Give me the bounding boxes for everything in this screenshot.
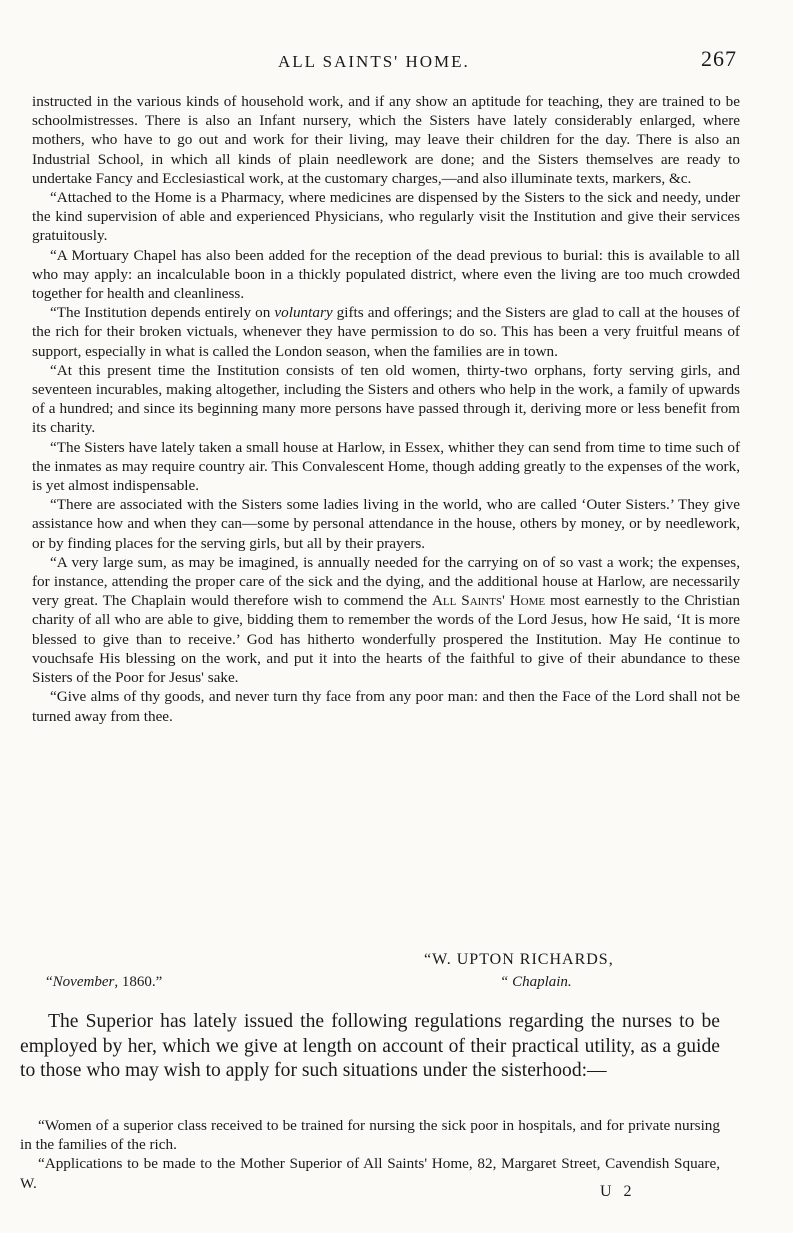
regulation-item: “Women of a superior class received to be trained for nursing the sick poor in hospitals, and for private nursing in the families of the rich.: [20, 1117, 720, 1154]
paragraph-text: “The Institution depends entirely on: [50, 304, 275, 322]
letter-paragraph: [32, 553, 740, 687]
letter-paragraph: “The Sisters have lately taken a small house at Harlow, in Essex, whither they can send from time to time such of the inmates as may require country air. This Convalescent Home, though adding greatly to the expenses of the work, is yet almost indispensable.: [32, 438, 740, 495]
page-number: 267: [701, 46, 737, 71]
date-year: , 1860.”: [114, 974, 163, 990]
letter-paragraph: “Attached to the Home is a Pharmacy, where medicines are dispensed by the Sisters to the sick and needy, under the kind supervision of able and experienced Physicians, who regularly visit the Institution and give their services gratuitously.: [32, 189, 740, 245]
editorial-paragraph: The Superior has lately issued the following regulations regarding the nurses to be employed by her, which we give at length on account of their practical utility, as a guide to those who may wish to apply for such situations under the sisterhood:—: [20, 1011, 720, 1081]
paragraph-text: gifts and offerings; and the Sisters are glad to call at the houses of the rich for their broken victuals, whenever they have permission to do so. This has been a very fruitful means of support, especially in what is called the London season, when the families are in town.: [32, 304, 740, 360]
quote-mark: “: [46, 974, 53, 990]
signatory-name: “W. UPTON RICHARDS,: [424, 951, 614, 968]
regulation-item: “Applications to be made to the Mother Superior of All Saints' Home, 82, Margaret Street, Cavendish Square, W.: [20, 1155, 720, 1192]
emphasis-voluntary: voluntary: [274, 304, 333, 322]
chaplain-letter: [32, 92, 740, 726]
running-head: ALL SAINTS' HOME.: [278, 52, 470, 71]
letter-paragraph: “A Mortuary Chapel has also been added for the reception of the dead previous to burial: this is available to all who may apply: an incalculable boon in a thickly populated district, where even the living are too much crowded together for health and cleanliness.: [32, 246, 740, 303]
page-header: [0, 46, 793, 78]
letter-date: [46, 972, 162, 992]
date-month: November: [52, 974, 115, 990]
role-text: Chaplain.: [512, 974, 572, 990]
quote-mark: “: [500, 974, 513, 990]
letter-paragraph: “At this present time the Institution consists of ten old women, thirty-two orphans, forty serving girls, and seventeen incurables, making altogether, including the Sisters and others who help in the work, a family of upwards of a hundred; and since its beginning many more persons have passed through it, deriving more or less benefit from its charity.: [32, 361, 740, 437]
regulations: [20, 1116, 720, 1193]
letter-paragraph: [32, 303, 740, 361]
small-caps-home-name: All Saints' Home: [431, 592, 546, 610]
letter-paragraph: “Give alms of thy goods, and never turn thy face from any poor man: and then the Face of the Lord shall not be turned away from thee.: [32, 688, 740, 725]
paragraph-text: most earnestly to the Christian charity of all who are able to give, bidding them to remember the words of the Lord Jesus, how He said, ‘It is more blessed to give than to receive.’ God has hitherto wonderfully prospered the Institution. May He continue to vouchsafe His blessing on the work, and put it into the hearts of the faithful to give of their abundance to these Sisters of the Poor for Jesus' sake.: [32, 592, 741, 687]
letter-paragraph: instructed in the various kinds of household work, and if any show an aptitude for teaching, they are trained to be schoolmistresses. There is also an Infant nursery, which the Sisters have lately considerably enlarged, where mothers, who have to go out and work for their living, may leave their children for the day. There is also an Industrial School, in which all kinds of plain needlework are done; and the Sisters themselves are ready to undertake Fancy and Ecclesiastical work, at the customary charges,—and also illuminate texts, markers, &c.: [32, 93, 740, 187]
letter-paragraph: “There are associated with the Sisters some ladies living in the world, who are called ‘Outer Sisters.’ They give assistance how and when they can—some by personal attendance in the house, others by money, or by needlework, or by finding places for the serving girls, but all by their prayers.: [32, 496, 740, 552]
signatory-role: [500, 972, 572, 992]
paragraph-text: “A very large sum, as may be imagined, is annually needed for the carrying on of so vast a work; the expenses, for instance, attending the proper care of the sick and the dying, and the additional house at Harlow, are necessarily very great. The Chaplain would therefore wish to commend the: [32, 553, 740, 610]
printer-signature-mark: U 2: [600, 1183, 636, 1200]
